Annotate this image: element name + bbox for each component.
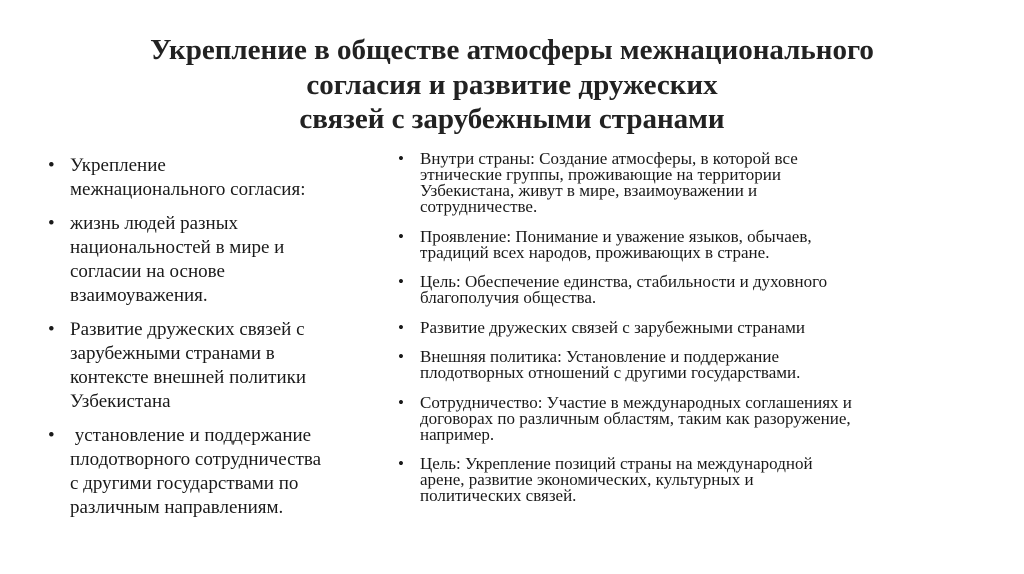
bullet-text-line: Узбекистана: [70, 391, 171, 412]
bullet-icon: •: [398, 454, 404, 473]
bullet-text-line: Внутри страны: Создание атмосферы, в которой все: [420, 149, 798, 168]
bullet-text-line: Развитие дружеских связей с зарубежными странами: [420, 317, 805, 337]
bullet-text-line: например.: [420, 424, 495, 444]
bullet-icon: •: [48, 155, 55, 176]
bullet-text-line: Цель: Укрепление позиций страны на международной: [420, 454, 813, 473]
bullet-text-line: Внешняя политика: Установление и поддержание: [420, 347, 780, 366]
title-line: Укрепление в обществе атмосферы межнационального: [150, 34, 874, 66]
bullet-item: [398, 392, 978, 444]
bullet-text-line: традиций всех народов, проживающих в стране.: [420, 242, 770, 262]
slide-title: [0, 33, 1024, 137]
bullet-item: [48, 212, 378, 308]
bullet-icon: •: [398, 226, 404, 246]
bullet-text-line: национальностей в мире и: [70, 237, 285, 258]
bullet-item: [398, 317, 978, 337]
bullet-text-line: межнационального согласия:: [70, 179, 306, 200]
bullet-item: [398, 456, 978, 504]
bullet-text-line: плодотворного сотрудничества: [70, 449, 322, 470]
bullet-icon: •: [398, 347, 404, 366]
title-line: согласия и развитие дружеских: [306, 68, 718, 101]
bullet-icon: •: [398, 317, 404, 337]
bullet-text-line: Укрепление: [70, 155, 166, 176]
bullet-icon: •: [398, 149, 404, 168]
bullet-text-line: взаимоуважения.: [70, 285, 208, 306]
bullet-text-line: плодотворных отношений с другими государствами.: [420, 363, 801, 382]
bullet-text-line: Проявление: Понимание и уважение языков, обычаев,: [420, 226, 812, 246]
bullet-text-line: договорах по различным областям, таким как разоружение,: [420, 408, 851, 428]
bullet-text-line: Сотрудничество: Участие в международных соглашениях и: [420, 392, 852, 412]
right-bullet-list: [398, 151, 978, 518]
bullet-text-line: Узбекистана, живут в мире, взаимоуважении и: [420, 181, 758, 200]
bullet-text-line: различным направлениям.: [70, 497, 284, 518]
bullet-item: [398, 274, 978, 306]
bullet-text-line: сотрудничестве.: [420, 197, 538, 216]
bullet-text-line: контексте внешней политики: [70, 367, 307, 388]
bullet-icon: •: [398, 272, 404, 291]
bullet-item: [48, 154, 378, 202]
bullet-text-line: политических связей.: [420, 486, 577, 505]
bullet-icon: •: [48, 213, 55, 234]
bullet-text-line: этнические группы, проживающие на территории: [420, 165, 781, 184]
bullet-text-line: арене, развитие экономических, культурных и: [420, 470, 754, 489]
bullet-icon: •: [48, 319, 55, 340]
bullet-icon: •: [48, 425, 55, 446]
bullet-text-line: Цель: Обеспечение единства, стабильности и духовного: [420, 272, 828, 291]
bullet-item: [398, 151, 978, 215]
bullet-text-line: благополучия общества.: [420, 288, 597, 307]
bullet-item: [398, 226, 978, 262]
bullet-item: [398, 349, 978, 381]
bullet-icon: •: [398, 392, 404, 412]
bullet-text-line: зарубежными странами в: [70, 343, 275, 364]
bullet-text-line: установление и поддержание: [70, 425, 312, 446]
title-line: связей с зарубежными странами: [299, 103, 725, 135]
bullet-text-line: с другими государствами по: [70, 473, 299, 494]
bullet-text-line: жизнь людей разных: [70, 213, 238, 234]
left-bullet-list: [48, 154, 378, 530]
bullet-text-line: согласии на основе: [70, 261, 225, 282]
bullet-item: [48, 424, 378, 520]
bullet-text-line: Развитие дружеских связей с: [70, 319, 305, 340]
bullet-item: [48, 318, 378, 414]
